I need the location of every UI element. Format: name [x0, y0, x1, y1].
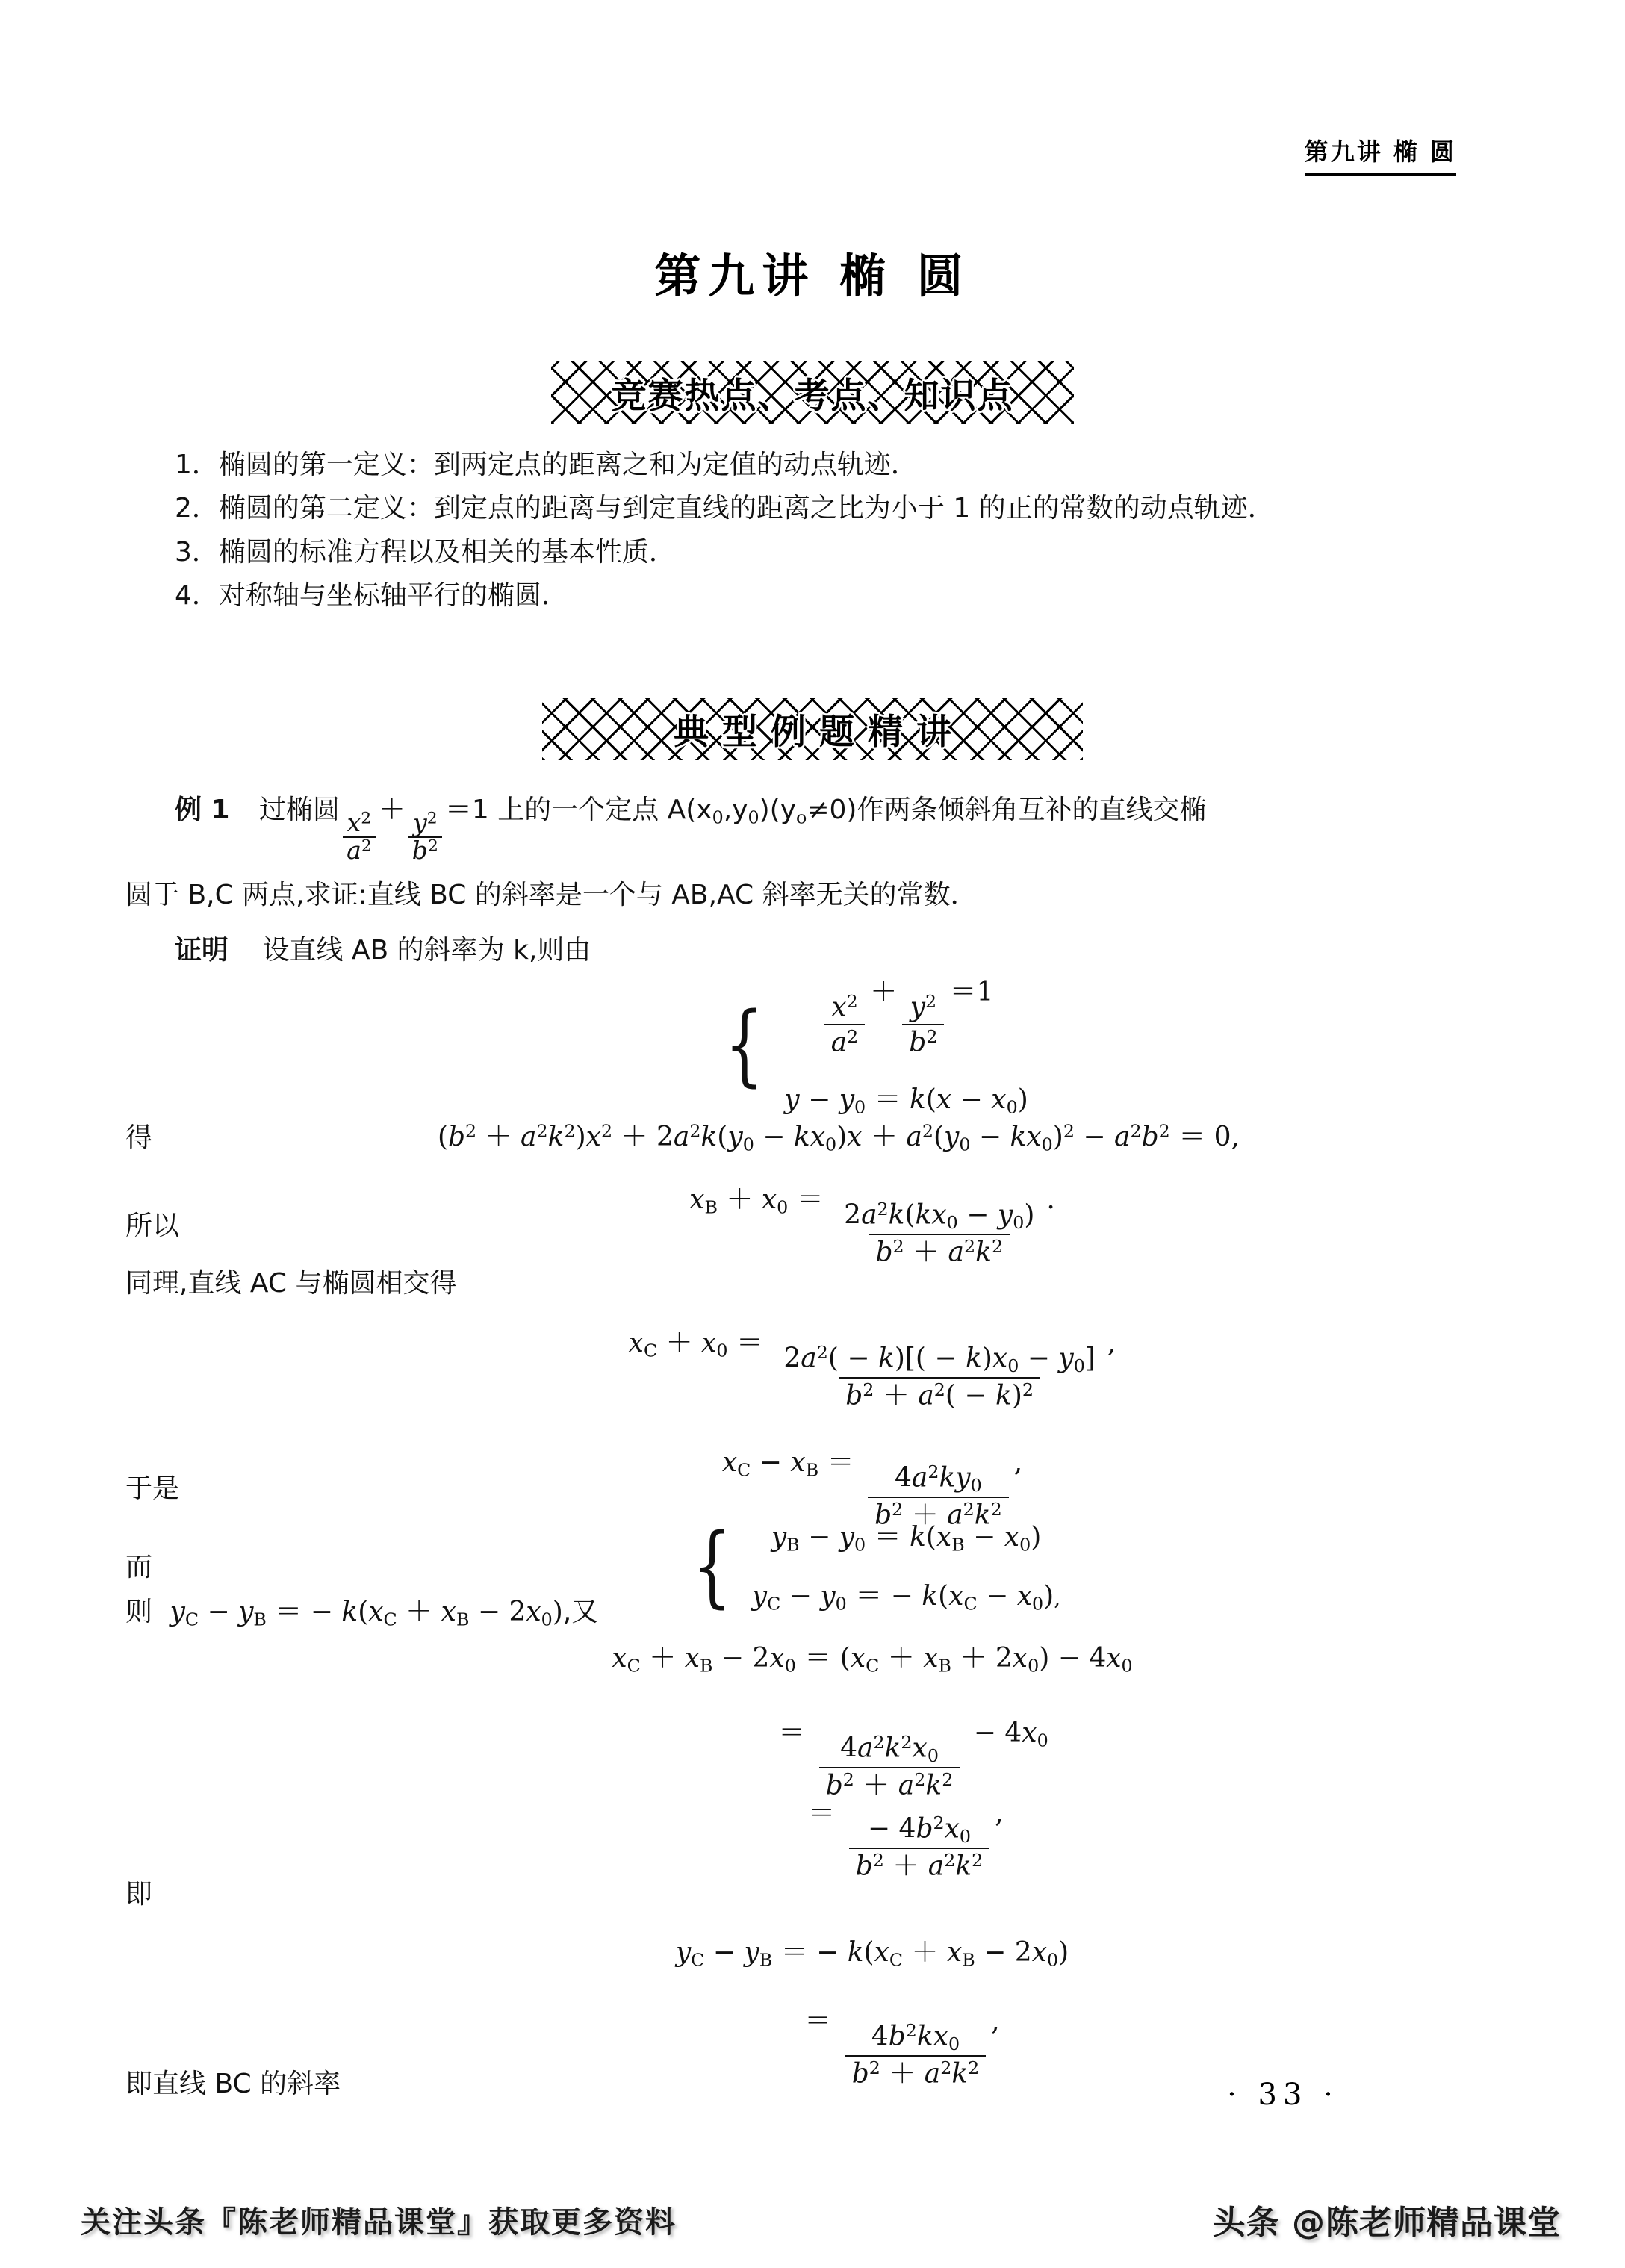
label-yushi: 于是: [125, 1473, 180, 1504]
equation-xb-row: [125, 1178, 1507, 1269]
example-statement-part5: ≠0)作两条倾斜角互补的直线交椭: [807, 795, 1207, 825]
list-item: 2．椭圆的第二定义：到定点的距离与到定直线的距离之比为小于 1 的正的常数的动点轨迹．: [175, 493, 1275, 524]
fraction-denominator: $b^2 + a^2k^2$: [819, 1767, 960, 1802]
section-banner-examples: [542, 698, 1083, 760]
example-label: 例 1: [175, 795, 230, 825]
equation-chain-1-row: [125, 1637, 1507, 1677]
equation-system-1: [125, 971, 1507, 1117]
system-row-1: $y_B - y_0 = k(x_B - x_0)$: [771, 1522, 1042, 1556]
left-brace-icon: {: [692, 1513, 732, 1617]
fraction-numerator: $x^2$: [831, 990, 858, 1023]
brace-system: [716, 971, 1028, 1117]
example-statement-part4: )(y: [759, 795, 797, 825]
watermark-left: 关注头条『陈老师精品课堂』获取更多资料: [81, 2205, 677, 2240]
knowledge-points-list: [125, 444, 1507, 618]
equation-chain-2-row: [125, 1712, 1507, 1802]
label-ji-line-bc: 即直线 BC 的斜率: [125, 2069, 341, 2099]
fraction-denominator: $a^2$: [343, 836, 376, 863]
equation-quadratic: $(b^2 + a^2k^2)x^2 + 2a^2k(y_0 - kx_0)x + a^2(y_0 - kx_0)^2 - a^2b^2 = 0$,: [437, 1120, 1240, 1155]
label-er: 而: [125, 1552, 153, 1583]
section-banner-knowledge: [551, 361, 1074, 424]
proof-intro-text: 设直线 AB 的斜率为 k,则由: [262, 935, 591, 966]
example-statement-part3: ,y: [723, 795, 748, 825]
proof-intro-line: [125, 929, 1507, 972]
equation-quadratic-row: [125, 1116, 1507, 1155]
fraction-xb: [837, 1198, 1041, 1269]
fraction-numerator: − $4b^2x_0$: [867, 1812, 972, 1847]
fraction-denominator: $a^2$: [824, 1024, 866, 1059]
fraction-denominator: $b^2$: [902, 1024, 944, 1059]
label-ji: 即: [125, 1879, 153, 1910]
example-statement: 例 1 过椭圆 $\frac{x^2}{a^2}$ ＋ $\frac{y^2}{b^2}$ ＝1 上的一个定点 $A(x_0,y_0)(y_o\ne 0)$作两条倾斜角互补的直线交椭: [175, 795, 1207, 865]
fraction-numerator: $y^2$: [910, 990, 937, 1023]
fraction-x2-a2: [824, 990, 866, 1059]
fraction-denominator: $b^2$: [408, 836, 442, 863]
fraction-numerator: $y^2$: [412, 808, 438, 838]
equation-final-1-row: [125, 1931, 1507, 1971]
fraction-denominator: $b^2 + a^2k^2$: [849, 1848, 990, 1883]
system-row-2: $y_C - y_0$ ＝ − $k(x_C - x_0)$,: [751, 1580, 1061, 1615]
example-statement-line2: 圆于 B,C 两点,求证:直线 BC 的斜率是一个与 AB,AC 斜率无关的常数．: [125, 880, 978, 910]
system-row-1: $\frac{x^2}{a^2}$ ＋ $\frac{y^2}{b^2}$ ＝1: [784, 971, 1028, 1059]
line-ze: [125, 1591, 1507, 1634]
fraction-x2-a2: [343, 810, 376, 863]
running-header: [1305, 133, 1456, 176]
fraction-xc: [777, 1341, 1102, 1412]
equation-xc-minus-xb: $x_C - x_B$ ＝ $\frac{4a^2ky_0}{b^2 + a^2k^2}$ ,: [721, 1447, 1023, 1531]
list-item: 3．椭圆的标准方程以及相关的基本性质．: [175, 536, 676, 568]
list-item: 1．椭圆的第一定义：到两定点的距离之和为定值的动点轨迹．: [175, 450, 918, 480]
fraction-numerator: $4a^2k^2x_0$: [840, 1731, 939, 1766]
equation-yc-minus-yb-inline: $y_C - y_B$ ＝ − $k(x_C + x_B - 2x_0)$: [170, 1597, 563, 1630]
system-row-2: $y - y_0 = k(x - x_0)$: [784, 1084, 1028, 1118]
equation-chain-2: ＝ $\frac{4a^2k^2x_0}{b^2 + a^2k^2}$ − $4x_0$: [778, 1718, 1048, 1801]
label-ze: 则: [125, 1597, 153, 1627]
fraction-denominator: $b^2 + a^2k^2$: [845, 2055, 987, 2090]
system-rows: [784, 971, 1028, 1117]
equation-final-2: ＝ $\frac{4b^2kx_0}{b^2 + a^2k^2}$ ,: [804, 2006, 1000, 2090]
label-you: ,又: [562, 1597, 599, 1627]
fraction-denominator: $b^2 + a^2k^2$: [868, 1497, 1009, 1532]
watermark-right: 头条 @陈老师精品课堂: [1212, 2204, 1561, 2242]
equation-final-1: $y_C - y_B$ ＝ − $k(x_C + x_B - 2x_0)$: [675, 1937, 1069, 1971]
equation-xb-plus-x0: $x_B + x_0$ ＝ $\frac{2a^2k(kx_0 - y_0)}{b^2 + a^2k^2}$ .: [689, 1184, 1055, 1268]
label-de: 得: [125, 1122, 153, 1153]
left-brace-icon: {: [724, 992, 765, 1096]
section-banner-examples-label: 典型例题精讲: [674, 711, 965, 753]
fraction-chain-3: [849, 1812, 990, 1883]
equation-xc-plus-x0: $x_C + x_0$ ＝ $\frac{2a^2( - k)[( - k)x_0 - y_0]}{b^2 + a^2( - k)^2}$ ,: [628, 1328, 1116, 1411]
fraction-y2-b2: [408, 810, 442, 863]
section-banner-knowledge-label: 竞赛热点、考点、知识点: [611, 375, 1014, 417]
fraction-y2-b2: [902, 990, 944, 1059]
label-tongli: 同理,直线 AC 与椭圆相交得: [125, 1268, 457, 1299]
fraction-denominator: $b^2 + a^2( - k)^2$: [839, 1377, 1040, 1412]
list-item: 4．对称轴与坐标轴平行的椭圆．: [175, 580, 568, 611]
equation-xc-row: [125, 1322, 1507, 1412]
plus-sign: ＋: [378, 795, 406, 825]
fraction-denominator: $b^2 + a^2k^2$: [869, 1234, 1010, 1269]
fraction-numerator: $2a^2( - k)[( - k)x_0 - y_0]$: [783, 1341, 1096, 1376]
example-statement-part2: ＝1 上的一个定点 A(x: [444, 795, 712, 825]
fraction-numerator: $4a^2ky_0$: [894, 1461, 982, 1496]
equation-chain-3: ＝ $\frac{- 4b^2x_0}{b^2 + a^2k^2}$ ,: [808, 1798, 1004, 1882]
page-title: 第九讲 椭 圆: [654, 249, 971, 303]
fraction-numerator: $2a^2k(kx_0 - y_0)$: [844, 1198, 1035, 1233]
equation-chain-3-row: [125, 1792, 1507, 1883]
proof-label: 证明: [175, 935, 229, 966]
label-suoyi: 所以: [125, 1210, 180, 1241]
fraction-numerator: $4b^2kx_0$: [871, 2019, 960, 2054]
fraction-numerator: $x^2$: [347, 808, 372, 838]
example-statement-part1: 过椭圆: [259, 795, 341, 825]
running-header-text: 第九讲 椭 圆: [1305, 133, 1456, 176]
fraction-chain-2: [819, 1731, 960, 1802]
page-number: · 33 ·: [1227, 2078, 1339, 2112]
equation-chain-1: $x_C + x_B - 2x_0 = (x_C + x_B + 2x_0) - 4x_0$: [612, 1643, 1133, 1677]
equation-system-1-body: [237, 971, 1507, 1117]
